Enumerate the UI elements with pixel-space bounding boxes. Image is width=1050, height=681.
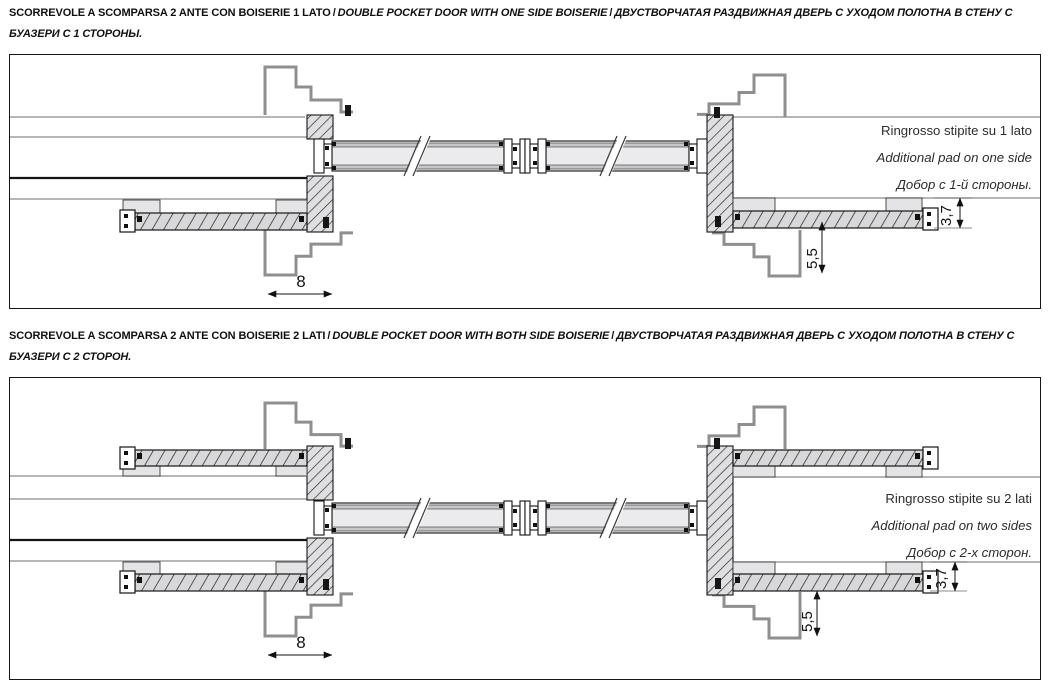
seal-detail xyxy=(513,161,517,165)
seal-detail xyxy=(546,504,550,508)
jamb-section xyxy=(707,446,733,595)
seal-detail xyxy=(124,224,128,228)
section-drawing-one-side-boiserie xyxy=(10,55,1040,308)
seal-detail xyxy=(927,585,931,589)
cover-trim-profile xyxy=(697,75,785,117)
seal-detail xyxy=(684,504,688,508)
door-stile-profile xyxy=(504,139,512,173)
seal-detail xyxy=(513,523,517,527)
seal-detail xyxy=(124,585,128,589)
boiserie-panel xyxy=(733,574,923,591)
note-italian: Ringrosso stipite su 2 lati xyxy=(885,491,1032,506)
door-stile-profile xyxy=(525,501,530,535)
seal-detail xyxy=(124,451,128,455)
fixing-clip xyxy=(137,453,142,459)
door-stile-profile xyxy=(314,501,324,535)
fixing-clip xyxy=(715,216,721,227)
seal-detail xyxy=(927,451,931,455)
fixing-clip xyxy=(299,453,304,459)
door-stile-profile xyxy=(697,501,707,535)
fixing-clip xyxy=(735,214,740,220)
additional-pad xyxy=(276,562,307,574)
caption-2-italian: SCORREVOLE A SCOMPARSA 2 ANTE CON BOISERIE 2 LATI xyxy=(9,330,326,342)
seal-detail xyxy=(513,147,517,151)
end-cap-profile xyxy=(923,208,938,230)
caption-separator: / xyxy=(611,330,615,342)
seal-detail xyxy=(927,212,931,216)
jamb-section xyxy=(307,446,333,500)
caption-1-italian: SCORREVOLE A SCOMPARSA 2 ANTE CON BOISERIE 1 LATO xyxy=(9,7,331,19)
door-stile-profile xyxy=(538,139,546,173)
caption-separator: / xyxy=(327,330,331,342)
jamb-section xyxy=(707,115,733,232)
fixing-clip xyxy=(137,577,142,583)
end-cap-profile xyxy=(120,447,135,469)
seal-detail xyxy=(513,509,517,513)
additional-pad xyxy=(733,198,775,211)
fixing-clip xyxy=(299,577,304,583)
dimension-label-pad-thickness: 3,7 xyxy=(938,205,955,226)
seal-detail xyxy=(690,147,694,151)
seal-detail xyxy=(499,166,503,170)
caption-separator: / xyxy=(609,7,613,19)
jamb-section xyxy=(307,176,333,232)
seal-detail xyxy=(927,222,931,226)
additional-pad xyxy=(886,562,922,574)
fixing-clip xyxy=(915,577,920,583)
seal-detail xyxy=(332,166,336,170)
cover-trim-profile xyxy=(712,230,800,276)
door-leaves xyxy=(314,136,707,176)
seal-detail xyxy=(124,461,128,465)
seal-detail xyxy=(546,528,550,532)
cover-trim-profile xyxy=(265,67,353,115)
seal-detail xyxy=(325,524,329,528)
cover-trim-profile xyxy=(712,592,800,638)
fixing-clip xyxy=(345,105,351,116)
seal-detail xyxy=(684,166,688,170)
boiserie-panel xyxy=(733,450,923,466)
seal-detail xyxy=(927,461,931,465)
note-english: Additional pad on two sides xyxy=(871,518,1032,533)
door-leaf-edge xyxy=(546,527,689,531)
door-leaf-edge xyxy=(546,165,689,169)
note-russian: Добор с 2-х сторон. xyxy=(907,545,1032,560)
dimension-label-width: 8 xyxy=(296,633,306,652)
boiserie-panel xyxy=(135,574,307,591)
jamb-section xyxy=(307,115,333,139)
catalog-page xyxy=(0,3,1050,680)
seal-detail xyxy=(499,504,503,508)
dimension-label-pad-thickness: 3,7 xyxy=(933,568,950,589)
dimension-label-width: 8 xyxy=(296,272,306,291)
seal-detail xyxy=(690,509,694,513)
boiserie-panel xyxy=(135,213,307,230)
section-caption-1 xyxy=(9,3,1041,45)
seal-detail xyxy=(927,575,931,579)
caption-2-russian: ДВУСТВОРЧАТАЯ РАЗДВИЖНАЯ ДВЕРЬ С УХОДОМ ПОЛОТНА В СТЕНУ С БУАЗЕРИ С 2 СТОРОН. xyxy=(9,330,1015,363)
seal-detail xyxy=(325,162,329,166)
caption-1-english: DOUBLE POCKET DOOR WITH ONE SIDE BOISERIE xyxy=(337,7,608,19)
additional-pad xyxy=(276,200,307,213)
fixing-clip xyxy=(345,438,351,449)
seal-detail xyxy=(546,142,550,146)
seal-detail xyxy=(533,509,537,513)
door-stile-profile xyxy=(538,501,546,535)
seal-detail xyxy=(546,166,550,170)
seal-detail xyxy=(332,504,336,508)
fixing-clip xyxy=(137,216,142,222)
section-drawing-two-side-boiserie xyxy=(10,378,1040,679)
additional-pad xyxy=(733,562,775,574)
fixing-clip xyxy=(299,216,304,222)
door-stile-profile xyxy=(520,501,525,535)
drawing-panel-2 xyxy=(9,377,1041,680)
seal-detail xyxy=(499,528,503,532)
dimension-label-depth: 5,5 xyxy=(799,611,816,632)
door-stile-profile xyxy=(525,139,530,173)
additional-pad xyxy=(276,466,307,476)
fixing-clip xyxy=(915,214,920,220)
caption-separator: / xyxy=(332,7,336,19)
additional-pad xyxy=(733,466,775,477)
caption-2-english: DOUBLE POCKET DOOR WITH BOTH SIDE BOISERIE xyxy=(332,330,610,342)
seal-detail xyxy=(332,142,336,146)
door-leaves xyxy=(314,498,707,538)
seal-detail xyxy=(684,142,688,146)
seal-detail xyxy=(533,147,537,151)
seal-detail xyxy=(690,161,694,165)
dimension-label-depth: 5,5 xyxy=(804,248,821,269)
seal-detail xyxy=(325,146,329,150)
additional-pad xyxy=(886,466,922,477)
additional-pad xyxy=(886,198,922,211)
fixing-clip xyxy=(323,217,329,228)
caption-1-russian: ДВУСТВОРЧАТАЯ РАЗДВИЖНАЯ ДВЕРЬ С УХОДОМ ПОЛОТНА В СТЕНУ С БУАЗЕРИ С 1 СТОРОНЫ. xyxy=(9,7,1013,40)
seal-detail xyxy=(533,161,537,165)
fixing-clip xyxy=(735,453,740,459)
end-cap-profile xyxy=(120,210,135,232)
note-italian: Ringrosso stipite su 1 lato xyxy=(881,123,1032,138)
fixing-clip xyxy=(735,577,740,583)
fixing-clip xyxy=(714,107,720,118)
boiserie-panel xyxy=(135,450,307,466)
fixing-clip xyxy=(323,579,329,590)
seal-detail xyxy=(533,523,537,527)
drawing-panel-1 xyxy=(9,54,1041,309)
note-english: Additional pad on one side xyxy=(876,150,1032,165)
note-russian: Добор с 1-й стороны. xyxy=(896,177,1032,192)
seal-detail xyxy=(124,575,128,579)
cover-trim-profile xyxy=(697,407,785,449)
door-stile-profile xyxy=(314,139,324,173)
end-cap-profile xyxy=(120,571,135,593)
door-stile-profile xyxy=(697,139,707,173)
jamb-section xyxy=(307,538,333,595)
seal-detail xyxy=(499,142,503,146)
section-caption-2 xyxy=(9,326,1041,368)
end-cap-profile xyxy=(923,447,938,469)
seal-detail xyxy=(684,528,688,532)
fixing-clip xyxy=(915,453,920,459)
cover-trim-profile xyxy=(265,403,353,449)
boiserie-panel xyxy=(733,211,923,228)
seal-detail xyxy=(690,523,694,527)
cover-trim-profile xyxy=(265,591,353,636)
fixing-clip xyxy=(715,578,721,589)
seal-detail xyxy=(332,528,336,532)
seal-detail xyxy=(325,508,329,512)
cover-trim-profile xyxy=(265,230,353,275)
door-stile-profile xyxy=(504,501,512,535)
door-stile-profile xyxy=(520,139,525,173)
seal-detail xyxy=(124,214,128,218)
fixing-clip xyxy=(714,438,720,449)
